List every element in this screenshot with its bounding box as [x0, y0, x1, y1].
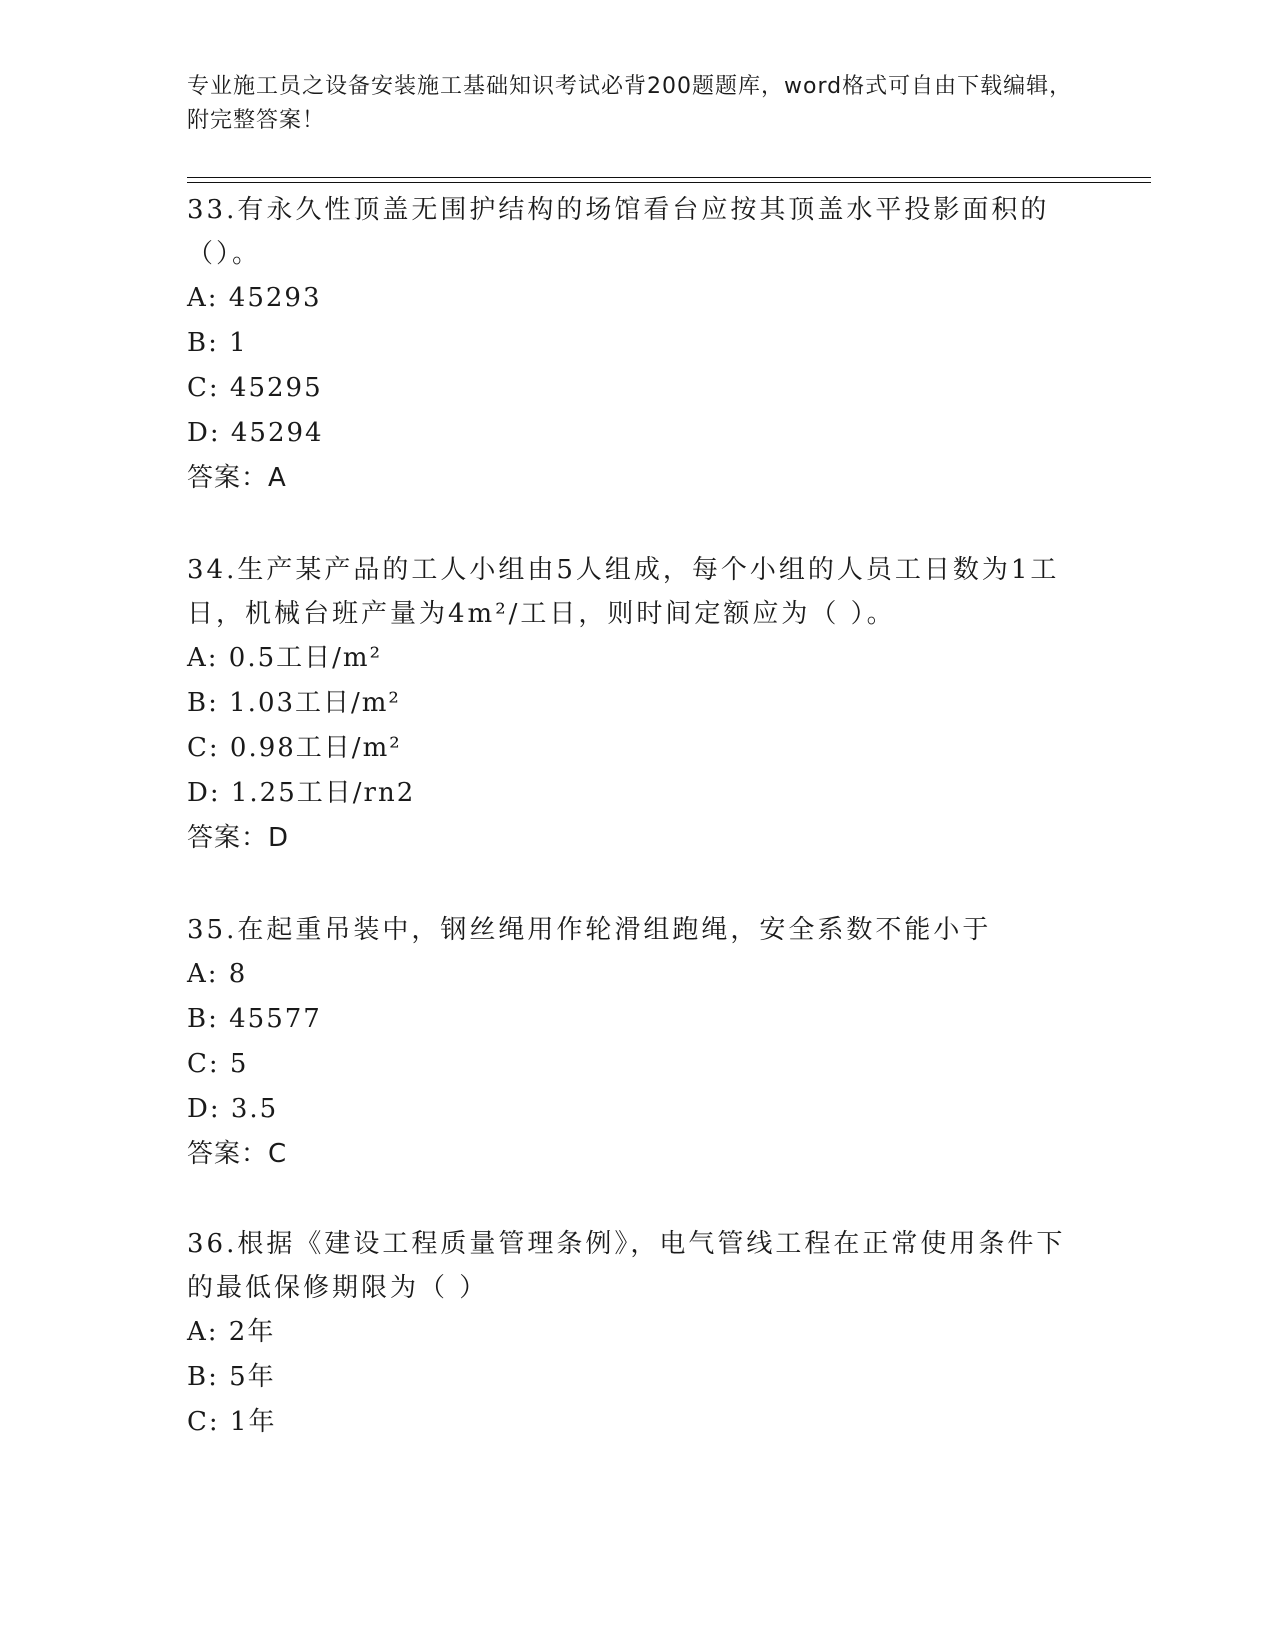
option-c: C: 0.98工日/m²	[187, 733, 402, 763]
option-d: D: 3.5	[187, 1094, 279, 1124]
option-b: B: 45577	[187, 1004, 322, 1034]
option-b: B: 1	[187, 328, 248, 358]
header-divider-top	[187, 177, 1151, 178]
question-stem: 36.根据《建设工程质量管理条例》，电气管线工程在正常使用条件下的最低保修期限为（ ）	[187, 1229, 1066, 1303]
option-b: B: 1.03工日/m²	[187, 688, 401, 718]
option-c: C: 45295	[187, 373, 323, 403]
option-b: B: 5年	[187, 1362, 276, 1392]
question-33	[187, 188, 1087, 501]
document-title: 专业施工员之设备安装施工基础知识考试必背200题题库，word格式可自由下载编辑，附完整答案！	[187, 74, 1073, 133]
option-a: A: 0.5工日/m²	[187, 643, 382, 673]
option-d: D: 45294	[187, 418, 324, 448]
option-d: D: 1.25工日/rn2	[187, 778, 416, 808]
answer-label: 答案：D	[187, 823, 290, 853]
header-divider-bottom	[187, 182, 1151, 183]
option-c: C: 5	[187, 1049, 249, 1079]
answer-label: 答案：C	[187, 1139, 288, 1169]
option-c: C: 1年	[187, 1407, 277, 1437]
option-a: A: 8	[187, 959, 248, 989]
question-36	[187, 1222, 1087, 1445]
question-stem: 34.生产某产品的工人小组由5人组成，每个小组的人员工日数为1工日，机械台班产量为4m²/工日，则时间定额应为（ ）。	[187, 555, 1060, 629]
option-a: A: 45293	[187, 283, 322, 313]
question-stem: 35.在起重吊装中，钢丝绳用作轮滑组跑绳，安全系数不能小于	[187, 915, 992, 945]
question-35	[187, 908, 1087, 1177]
answer-label: 答案：A	[187, 463, 287, 493]
question-stem: 33.有永久性顶盖无围护结构的场馆看台应按其顶盖水平投影面积的（）。	[187, 195, 1050, 269]
question-34	[187, 548, 1087, 861]
option-a: A: 2年	[187, 1317, 276, 1347]
